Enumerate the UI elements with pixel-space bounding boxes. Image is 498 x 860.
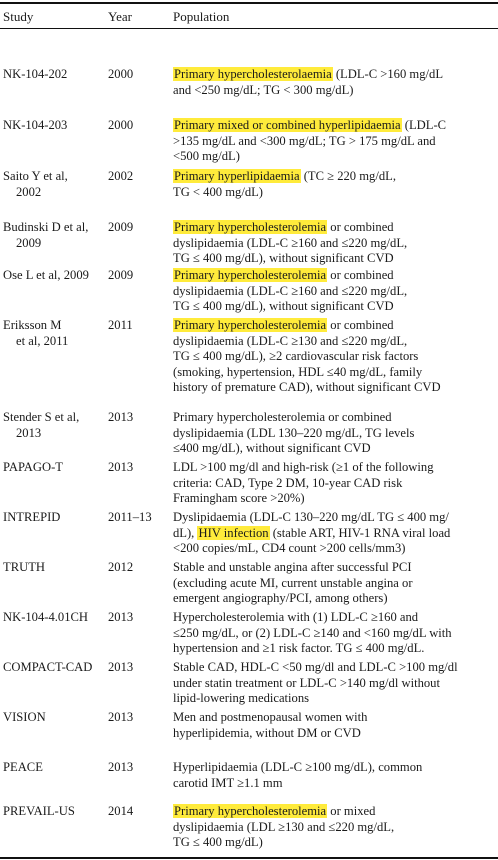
population-text: TG ≤ 400 mg/dL), ≥2 cardiovascular risk factors <box>173 349 419 364</box>
population-line <box>173 83 443 99</box>
year-cell: 2013 <box>108 410 134 424</box>
study-name-line: Budinski D et al, <box>3 220 89 234</box>
population-text: Stable CAD, HDL-C <50 mg/dl and LDL-C >100 mg/dl <box>173 660 458 674</box>
population-cell <box>173 410 414 457</box>
year-cell: 2013 <box>108 660 134 674</box>
population-line <box>173 236 407 252</box>
study-cell <box>3 660 92 676</box>
population-line <box>173 410 414 426</box>
highlighted-condition: Primary hyperlipidaemia <box>174 169 300 183</box>
year-cell: 2013 <box>108 760 134 774</box>
study-cell <box>3 118 67 134</box>
highlighted-condition: Primary hypercholesterolemia <box>174 318 327 332</box>
study-name-line: PEACE <box>3 760 43 774</box>
highlighted-condition: HIV infection <box>198 525 269 540</box>
study-name-line: PAPAGO-T <box>3 460 63 474</box>
population-line <box>173 318 441 334</box>
population-line <box>173 676 458 692</box>
population-line <box>173 835 394 851</box>
population-line <box>173 510 450 526</box>
population-cell <box>173 220 407 267</box>
year-cell: 2012 <box>108 560 134 574</box>
population-line <box>173 349 441 365</box>
year-cell: 2013 <box>108 710 134 724</box>
year-cell: 2000 <box>108 118 134 132</box>
population-line <box>173 760 422 776</box>
population-line <box>173 820 394 836</box>
study-cell <box>3 804 75 820</box>
population-line <box>173 441 414 457</box>
population-line <box>173 134 446 150</box>
highlighted-condition: Primary hypercholesterolemia <box>174 804 327 818</box>
population-line <box>173 641 452 657</box>
population-line <box>173 691 458 707</box>
year-cell: 2009 <box>108 220 134 234</box>
study-name-line: Stender S et al, <box>3 410 80 424</box>
population-line <box>173 251 407 267</box>
population-line <box>173 776 422 792</box>
population-text: criteria: CAD, Type 2 DM, 10-year CAD risk <box>173 475 403 490</box>
population-line <box>173 268 407 284</box>
population-line <box>173 576 413 592</box>
population-text: ≤400 mg/dL), without significant CVD <box>173 441 371 456</box>
population-line <box>173 626 452 642</box>
population-text: and <250 mg/dL; TG < 300 mg/dL) <box>173 82 354 97</box>
year-cell: 2009 <box>108 268 134 282</box>
population-line <box>173 804 394 820</box>
study-name-line: TRUTH <box>3 560 45 574</box>
study-cell <box>3 760 43 776</box>
population-line <box>173 299 407 315</box>
population-line <box>173 169 396 185</box>
population-text: or combined <box>327 220 394 234</box>
population-cell <box>173 118 446 165</box>
population-cell <box>173 804 394 851</box>
population-cell <box>173 67 443 98</box>
study-cell <box>3 560 45 576</box>
study-name-line: COMPACT-CAD <box>3 660 93 674</box>
highlighted-condition: Primary hypercholesterolemia <box>174 268 327 282</box>
population-cell <box>173 510 450 557</box>
population-line <box>173 365 441 381</box>
population-text: lipid-lowering medications <box>173 691 310 706</box>
population-text: <200 copies/mL, CD4 count >200 cells/mm3) <box>173 541 406 556</box>
population-line <box>173 118 446 134</box>
study-name-line: NK-104-203 <box>3 118 68 132</box>
population-line <box>173 149 446 165</box>
header-year: Year <box>108 9 132 24</box>
population-line <box>173 526 450 542</box>
population-text: dyslipidaemia (LDL 130–220 mg/dL, TG levels <box>173 425 415 440</box>
population-text: (smoking, hypertension, HDL ≤40 mg/dL, family <box>173 364 423 379</box>
highlighted-condition: Primary hypercholesterolaemia <box>174 67 332 81</box>
population-line <box>173 67 443 83</box>
population-cell <box>173 710 367 741</box>
study-name-line: et al, 2011 <box>16 333 69 348</box>
population-text: (TC ≥ 220 mg/dL, <box>300 169 396 183</box>
population-text: (LDL-C <box>401 118 447 132</box>
population-text: under statin treatment or LDL-C >140 mg/dl without <box>173 675 440 690</box>
year-cell: 2014 <box>108 804 134 818</box>
study-cell <box>3 510 60 526</box>
year-cell: 2002 <box>108 169 134 183</box>
population-cell <box>173 169 396 200</box>
population-line <box>173 460 434 476</box>
population-line <box>173 491 434 507</box>
population-cell <box>173 318 441 396</box>
header-rule <box>0 28 498 29</box>
population-text: Framingham score >20%) <box>173 491 305 506</box>
population-text: Men and postmenopausal women with <box>173 710 368 724</box>
study-cell <box>3 169 68 200</box>
year-cell: 2011–13 <box>108 510 152 524</box>
population-text: hypertension and ≥1 risk factor. TG ≤ 400 mg/dL. <box>173 641 425 656</box>
population-text: (LDL-C >160 mg/dL <box>332 67 444 81</box>
population-line <box>173 610 452 626</box>
study-cell <box>3 610 88 626</box>
study-cell <box>3 410 79 441</box>
study-name-line: VISION <box>3 710 46 724</box>
population-line <box>173 380 441 396</box>
population-cell <box>173 610 452 657</box>
population-text: LDL >100 mg/dl and high-risk (≥1 of the following <box>173 460 434 474</box>
population-line <box>173 426 414 442</box>
population-cell <box>173 760 422 791</box>
population-text: or combined <box>327 268 394 282</box>
study-name-line: NK-104-4.01CH <box>3 610 89 624</box>
population-text: (stable ART, HIV-1 RNA viral load <box>269 525 451 540</box>
population-text: Hypercholesterolemia with (1) LDL-C ≥160 and <box>173 610 419 624</box>
population-text: TG ≤ 400 mg/dL) <box>173 835 263 850</box>
population-cell <box>173 660 458 707</box>
study-name-line: PREVAIL-US <box>3 804 75 818</box>
study-cell <box>3 67 67 83</box>
year-cell: 2011 <box>108 318 133 332</box>
study-name-line: INTREPID <box>3 510 61 524</box>
population-text: dyslipidaemia (LDL-C ≥160 and ≤220 mg/dL, <box>173 235 408 250</box>
population-text: or combined <box>327 318 394 332</box>
population-text: TG ≤ 400 mg/dL), without significant CVD <box>173 299 394 314</box>
header-study: Study <box>3 9 34 24</box>
study-cell <box>3 710 46 726</box>
study-cell <box>3 318 68 349</box>
population-cell <box>173 268 407 315</box>
population-line <box>173 541 450 557</box>
population-line <box>173 185 396 201</box>
table-top-rule <box>0 2 498 4</box>
population-text: Stable and unstable angina after successful PCI <box>173 560 412 574</box>
population-cell <box>173 460 434 507</box>
study-name-line: 2009 <box>16 235 42 250</box>
table-bottom-rule <box>0 857 498 859</box>
population-line <box>173 476 434 492</box>
population-text: Hyperlipidaemia (LDL-C ≥100 mg/dL), common <box>173 760 423 774</box>
population-text: dL), <box>173 525 198 540</box>
year-cell: 2013 <box>108 460 134 474</box>
population-text: dyslipidaemia (LDL ≥130 and ≤220 mg/dL, <box>173 819 395 834</box>
population-text: dyslipidaemia (LDL-C ≥160 and ≤220 mg/dL, <box>173 283 408 298</box>
study-name-line: Ose L et al, 2009 <box>3 268 89 282</box>
population-text: <500 mg/dL) <box>173 149 240 164</box>
population-text: TG ≤ 400 mg/dL), without significant CVD <box>173 251 394 266</box>
study-name-line: NK-104-202 <box>3 67 68 81</box>
highlighted-condition: Primary mixed or combined hyperlipidaemia <box>174 118 401 132</box>
highlighted-condition: Primary hypercholesterolemia <box>174 220 327 234</box>
study-cell <box>3 220 88 251</box>
header-population: Population <box>173 9 230 24</box>
population-line <box>173 284 407 300</box>
population-text: Dyslipidaemia (LDL-C 130–220 mg/dL TG ≤ 400 mg/ <box>173 510 449 524</box>
population-line <box>173 591 413 607</box>
study-cell <box>3 460 63 476</box>
population-text: dyslipidaemia (LDL-C ≥130 and ≤220 mg/dL, <box>173 333 408 348</box>
study-name-line: Saito Y et al, <box>3 169 68 183</box>
year-cell: 2013 <box>108 610 134 624</box>
study-name-line: 2013 <box>16 425 42 440</box>
population-text: (excluding acute MI, current unstable angina or <box>173 575 413 590</box>
population-cell <box>173 560 413 607</box>
study-name-line: 2002 <box>16 184 42 199</box>
population-line <box>173 726 367 742</box>
population-text: history of premature CAD), without significant CVD <box>173 380 441 395</box>
population-text: ≤250 mg/dL, or (2) LDL-C ≥140 and <160 mg/dL with <box>173 625 452 640</box>
year-cell: 2000 <box>108 67 134 81</box>
population-line <box>173 660 458 676</box>
population-line <box>173 220 407 236</box>
population-text: Primary hypercholesterolemia or combined <box>173 410 392 424</box>
population-text: emergent angiography/PCI, among others) <box>173 591 388 606</box>
population-text: carotid IMT ≥1.1 mm <box>173 775 283 790</box>
population-text: hyperlipidemia, without DM or CVD <box>173 725 361 740</box>
population-text: >135 mg/dL and <300 mg/dL; TG > 175 mg/dL and <box>173 133 436 148</box>
population-line <box>173 710 367 726</box>
study-name-line: Eriksson M <box>3 318 62 332</box>
study-cell <box>3 268 89 284</box>
population-line <box>173 560 413 576</box>
population-text: TG < 400 mg/dL) <box>173 184 264 199</box>
population-text: or mixed <box>327 804 376 818</box>
population-line <box>173 334 441 350</box>
